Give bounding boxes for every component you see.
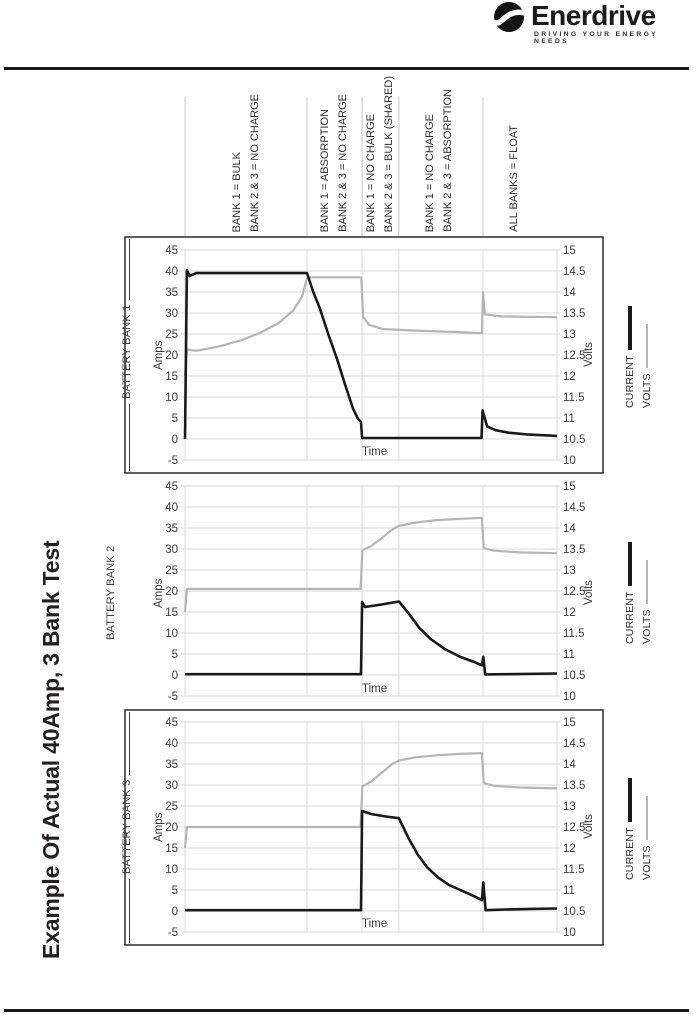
volts-tick-label: 10.5 <box>563 434 586 446</box>
legend-row-current <box>621 302 638 408</box>
amps-tick-label: 30 <box>165 308 178 320</box>
phase-label-line: BANK 1 = BULK <box>231 151 243 232</box>
legend-row-current <box>621 538 638 644</box>
amps-tick-label: 0 <box>171 434 178 446</box>
amps-tick-label: -5 <box>167 927 178 939</box>
amps-tick-label: 20 <box>165 822 178 834</box>
phase-label-line: BANK 2 & 3 = NO CHARGE <box>337 94 349 232</box>
volts-line-swatch <box>646 560 648 604</box>
volts-line <box>185 753 557 848</box>
volts-tick-label: 13 <box>563 801 576 813</box>
volts-line-swatch <box>646 324 648 368</box>
page-title: Example Of Actual 40Amp, 3 Bank Test <box>38 540 64 959</box>
legend-current-label: CURRENT <box>623 591 636 644</box>
chart2-volts-axis-label: Volts <box>583 580 595 606</box>
amps-tick-label: 25 <box>165 801 178 813</box>
volts-tick-label: 12 <box>563 371 576 383</box>
amps-tick-label: 30 <box>165 544 178 556</box>
amps-tick-label: 20 <box>165 586 178 598</box>
amps-tick-label: 10 <box>165 864 178 876</box>
volts-tick-label: 15 <box>563 245 576 257</box>
chart3-volts-axis-label: Volts <box>583 814 595 840</box>
bank-3-label: BATTERY BANK 3 <box>121 779 133 875</box>
volts-tick-label: 15 <box>563 481 576 493</box>
amps-tick-label: -5 <box>167 691 178 703</box>
volts-tick-label: 12 <box>563 843 576 855</box>
amps-tick-label: 40 <box>165 266 178 278</box>
phase-label-line: ALL BANKS = FLOAT <box>508 125 520 232</box>
volts-tick-label: 11.5 <box>563 628 585 640</box>
amps-tick-label: 35 <box>165 523 178 535</box>
legend-current-label: CURRENT <box>623 827 636 880</box>
phase-label-line: BANK 2 & 3 = NO CHARGE <box>249 94 261 232</box>
volts-tick-label: 14.5 <box>563 266 586 278</box>
amps-tick-label: 15 <box>165 371 178 383</box>
amps-tick-label: 35 <box>165 759 178 771</box>
chart1-volts-axis-label: Volts <box>583 342 595 368</box>
legend-row-volts <box>638 774 655 880</box>
chart3-time-axis-label: Time <box>362 918 388 930</box>
volts-tick-label: 11 <box>563 649 575 661</box>
volts-tick-label: 10 <box>563 927 576 939</box>
phase-label-line: BANK 2 & 3 = ABSORPTION <box>442 89 454 232</box>
amps-tick-label: 30 <box>165 780 178 792</box>
phase-label-line: BANK 1 = ABSORPTION <box>319 108 331 232</box>
bank-2-label: BATTERY BANK 2 <box>105 545 117 641</box>
volts-tick-label: 14 <box>563 759 576 771</box>
chart1-time-axis-label: Time <box>362 446 388 458</box>
volts-tick-label: 11 <box>563 885 575 897</box>
amps-tick-label: 25 <box>165 329 178 341</box>
volts-tick-label: 14 <box>563 523 576 535</box>
volts-tick-label: 14.5 <box>563 738 586 750</box>
volts-tick-label: 12 <box>563 607 576 619</box>
amps-tick-label: 45 <box>165 717 178 729</box>
amps-tick-label: 25 <box>165 565 178 577</box>
volts-tick-label: 12.5 <box>563 586 586 598</box>
legend-current-label: CURRENT <box>623 355 636 408</box>
chart1-amps-axis-label: Amps <box>153 340 165 370</box>
amps-tick-label: 15 <box>165 843 178 855</box>
legend-row-current <box>621 774 638 880</box>
volts-tick-label: 14.5 <box>563 502 586 514</box>
volts-tick-label: 13.5 <box>563 308 586 320</box>
volts-tick-label: 13.5 <box>563 780 586 792</box>
volts-tick-label: 11.5 <box>563 864 585 876</box>
amps-tick-label: 45 <box>165 245 178 257</box>
current-line <box>185 811 557 910</box>
volts-line-swatch <box>646 796 648 840</box>
amps-tick-label: 40 <box>165 502 178 514</box>
phase-label-line: BANK 1 = NO CHARGE <box>424 113 436 232</box>
volts-tick-label: 15 <box>563 717 576 729</box>
volts-tick-label: 14 <box>563 287 576 299</box>
volts-tick-label: 10 <box>563 455 576 467</box>
chart3-amps-axis-label: Amps <box>153 812 165 842</box>
phase-label-line: BANK 2 & 3 = BULK (SHARED) <box>383 75 395 232</box>
amps-tick-label: 20 <box>165 350 178 362</box>
volts-tick-label: 10.5 <box>563 670 586 682</box>
volts-tick-label: 13 <box>563 565 576 577</box>
brand-name: Enerdrive <box>531 0 656 31</box>
amps-tick-label: 40 <box>165 738 178 750</box>
volts-tick-label: 12.5 <box>563 350 586 362</box>
amps-tick-label: 0 <box>171 906 178 918</box>
volts-line <box>185 518 557 612</box>
amps-tick-label: 5 <box>171 413 178 425</box>
legend-row-volts <box>638 302 655 408</box>
volts-tick-label: 11 <box>563 413 575 425</box>
current-line-swatch <box>628 306 632 350</box>
chart2-time-axis-label: Time <box>362 683 388 695</box>
volts-tick-label: 13.5 <box>563 544 586 556</box>
legend-volts-label: VOLTS <box>640 373 653 408</box>
volts-tick-label: 10 <box>563 691 576 703</box>
volts-tick-label: 10.5 <box>563 906 586 918</box>
amps-tick-label: 5 <box>171 649 178 661</box>
amps-tick-label: 0 <box>171 670 178 682</box>
amps-tick-label: 15 <box>165 607 178 619</box>
amps-tick-label: 10 <box>165 628 178 640</box>
bank-1-label: BATTERY BANK 1 <box>121 304 133 400</box>
amps-tick-label: -5 <box>167 455 178 467</box>
brand-tagline: DRIVING YOUR ENERGY NEEDS <box>534 31 658 45</box>
amps-tick-label: 45 <box>165 481 178 493</box>
current-line-swatch <box>628 778 632 822</box>
amps-tick-label: 5 <box>171 885 178 897</box>
legend-volts-label: VOLTS <box>640 609 653 644</box>
legend-row-volts <box>638 538 655 644</box>
volts-tick-label: 11.5 <box>563 392 585 404</box>
volts-tick-label: 12.5 <box>563 822 586 834</box>
amps-tick-label: 10 <box>165 392 178 404</box>
phase-label-line: BANK 1 = NO CHARGE <box>365 113 377 232</box>
chart2-amps-axis-label: Amps <box>153 578 165 608</box>
current-line-swatch <box>628 542 632 586</box>
volts-tick-label: 13 <box>563 329 576 341</box>
legend-volts-label: VOLTS <box>640 845 653 880</box>
amps-tick-label: 35 <box>165 287 178 299</box>
